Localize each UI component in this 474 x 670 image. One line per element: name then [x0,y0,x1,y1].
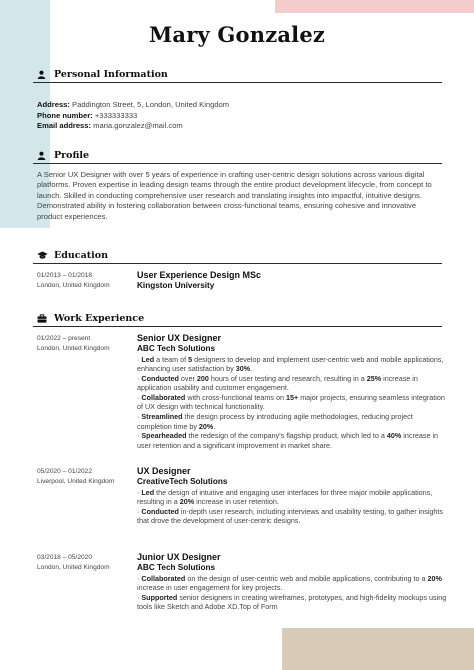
decorative-pink-block [275,0,474,13]
achievement-bullet: · Conducted over 200 hours of user testing and research, resulting in a 25% increase in application usability and customer engagement. [137,373,418,393]
phone-label: Phone number: [37,110,93,120]
job-title: Senior UX Designer [137,333,222,343]
entry-date: 05/2020 – 01/2022 [37,468,93,475]
entry-location: London, United Kingdom [37,564,110,571]
company-name: ABC Tech Solutions [137,344,216,353]
personal-info-block [37,100,229,132]
user-icon [37,151,49,160]
resume-name: Mary Gonzalez [148,22,326,47]
graduation-cap-icon [37,251,49,260]
section-personal-information [37,69,442,83]
decorative-tan-block [282,628,474,670]
company-name: ABC Tech Solutions [137,563,216,572]
email-row [37,121,229,132]
entry-date: 01/2022 – present [37,335,91,342]
profile-summary: A Senior UX Designer with over 5 years of experience in crafting user-centric design solutions across various digital platforms. Proven expertise in leading design teams through the entire product development lifecycle, from concept to launch. Skilled in conducting comprehensive user research and translating insights into impactful, intuitive designs. Demonstrated ability in fostering collaboration between cross-functional teams, ensuring cohesive and innovative product experiences. [37,170,432,221]
achievement-bullet: · Spearheaded the redesign of the company's flagship product, which led to a 40% increase in user retention and a significant improvement in market share. [137,431,439,450]
degree-title: User Experience Design MSc [137,270,262,280]
section-education [37,250,442,264]
briefcase-icon [37,314,49,323]
section-title-text: Education [54,250,108,261]
section-title-text: Profile [54,150,90,161]
section-divider [33,263,442,264]
entry-main [137,270,447,291]
phone-row [37,111,229,122]
achievement-bullet: · Supported senior designers in creating wireframes, prototypes, and high-fidelity mockups using tools like Sketch and Adobe XD.Top of Form [137,592,447,612]
user-icon [37,70,49,79]
address-label: Address: [37,100,70,109]
achievement-bullet: · Conducted in-depth user research, including interviews and usability testing, to gather insights that drove the development of user-centric designs. [137,506,444,526]
section-divider [33,326,442,327]
section-divider [33,82,442,83]
achievement-list [137,355,447,451]
achievement-list [137,488,447,526]
company-name: CreativeTech Solutions [137,477,228,486]
entry-location: London, United Kingdom [37,345,110,352]
section-title-text: Work Experience [54,313,145,324]
achievement-list [137,574,447,612]
entry-main [137,552,447,612]
entry-main [137,333,447,450]
school-name: Kingston University [137,281,215,290]
achievement-bullet: · Led the design of intuitive and engaging user interfaces for three major mobile applications, resulting in a 20% increase in user retention. [137,487,433,507]
section-divider [33,163,442,164]
achievement-bullet: · Streamlined the design process by introducing agile methodologies, reducing project completion time by 20%. [137,412,413,431]
address-row [37,100,229,111]
phone-value: +333333333 [94,110,138,120]
job-title: Junior UX Designer [137,552,221,562]
email-label: Email address: [37,121,92,130]
achievement-bullet: · Led a team of 5 designers to develop and implement user-centric web and mobile applications, enhancing user satisfaction by 30%. [137,354,444,374]
section-title-text: Personal Information [54,69,168,80]
entry-date: 01/2013 – 01/2018 [37,272,93,279]
entry-main [137,466,447,526]
achievement-bullet: · Collaborated with cross-functional teams on 15+ major projects, ensuring seamless integration of UX design with technical functionality. [137,392,445,412]
entry-location: Liverpool, United Kingdom [37,478,115,485]
section-profile [37,150,442,164]
job-title: UX Designer [137,466,191,476]
entry-date: 03/2018 – 05/2020 [37,554,93,561]
address-value: Paddington Street, 5, London, United Kingdom [72,100,230,109]
email-value: maria.gonzalez@mail.com [93,121,183,130]
entry-location: London, United Kingdom [37,282,110,289]
achievement-bullet: · Collaborated on the design of user-centric web and mobile applications, contributing to a 20% increase in user engagement for key projects. [137,573,442,593]
section-work-experience [37,313,442,327]
